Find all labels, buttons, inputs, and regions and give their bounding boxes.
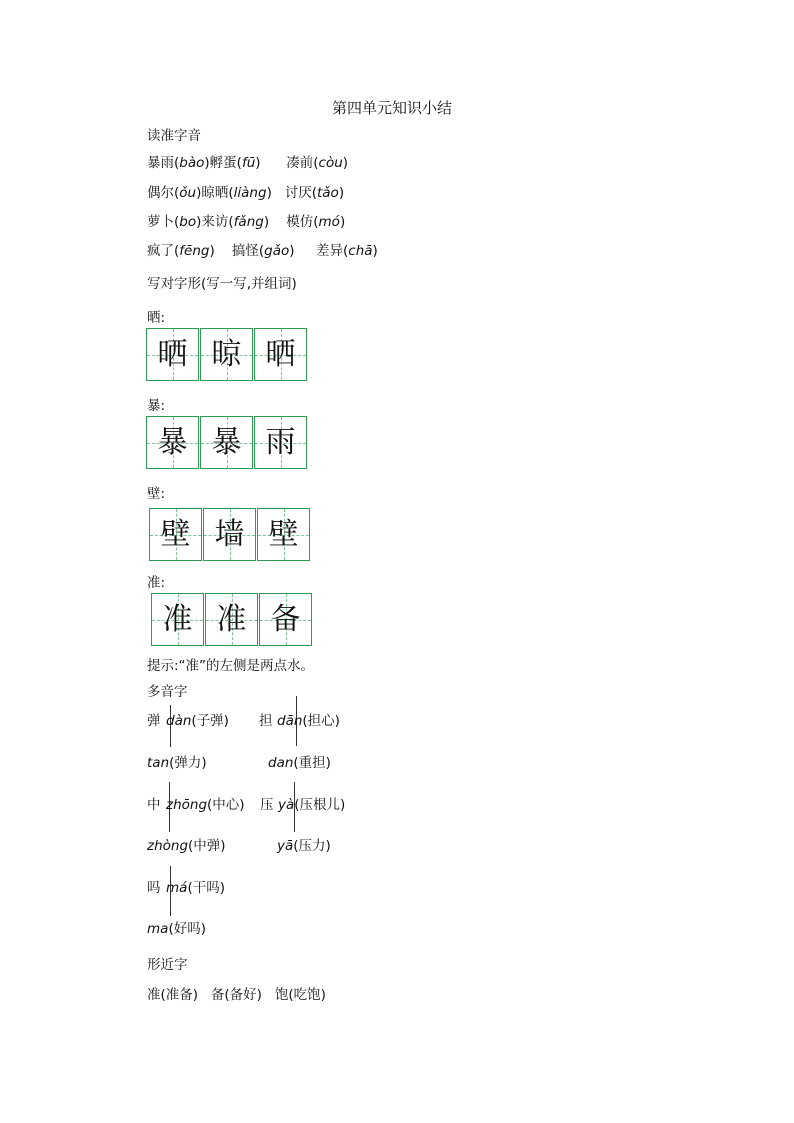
group-label: 暴: bbox=[147, 398, 166, 414]
word-text: ) bbox=[339, 214, 346, 230]
word: (担心) bbox=[302, 713, 340, 729]
word: (重担) bbox=[293, 755, 331, 771]
grid-cell bbox=[149, 508, 202, 561]
word: (压力) bbox=[293, 838, 331, 854]
section-heading-read: 读准字音 bbox=[147, 128, 201, 144]
reading-2 bbox=[147, 751, 207, 771]
reading-1 bbox=[278, 793, 345, 813]
pinyin: dàn bbox=[166, 713, 192, 729]
grid-char: 壁 bbox=[160, 516, 191, 552]
grid-cell bbox=[151, 593, 204, 646]
grid-char: 晾 bbox=[211, 336, 242, 372]
word: (子弹) bbox=[191, 713, 229, 729]
word-text: 暴雨( bbox=[147, 155, 180, 171]
word-text: ) 讨厌( bbox=[266, 185, 317, 201]
grid-char: 暴 bbox=[211, 424, 242, 460]
pinyin: ma bbox=[147, 921, 169, 937]
polyphonic-char: 压 bbox=[260, 797, 274, 813]
grid-char: 雨 bbox=[265, 424, 296, 460]
reading-1 bbox=[277, 709, 340, 729]
grid-char: 晒 bbox=[157, 336, 188, 372]
pinyin: zhōng bbox=[166, 797, 208, 813]
grid-cell bbox=[205, 593, 258, 646]
grid-cell bbox=[203, 508, 256, 561]
grid-char: 壁 bbox=[268, 516, 299, 552]
word: (干吗) bbox=[187, 880, 225, 896]
group-label: 晒: bbox=[147, 310, 166, 326]
grid-cell bbox=[146, 328, 199, 381]
page-title: 第四单元知识小结 bbox=[332, 99, 453, 117]
word-text: ) bbox=[338, 185, 345, 201]
pinyin: dān bbox=[277, 713, 303, 729]
reading-2 bbox=[147, 834, 226, 854]
pinyin: yā bbox=[277, 838, 294, 854]
pinyin: còu bbox=[318, 155, 343, 171]
word-text: ) bbox=[342, 155, 349, 171]
word-text: ) 搞怪( bbox=[209, 243, 265, 259]
polyphonic-char: 担 bbox=[259, 713, 273, 729]
group-label: 壁: bbox=[147, 486, 166, 502]
group-label: 准: bbox=[147, 575, 166, 591]
pinyin: bo bbox=[179, 214, 197, 230]
pinyin: zhòng bbox=[147, 838, 189, 854]
reading-2 bbox=[277, 834, 331, 854]
word: (好吗) bbox=[168, 921, 206, 937]
grid-char: 准 bbox=[162, 601, 193, 637]
char-grid bbox=[146, 416, 308, 469]
reading-line bbox=[147, 239, 378, 259]
reading-1 bbox=[166, 709, 229, 729]
polyphonic-char: 中 bbox=[147, 797, 161, 813]
grid-cell bbox=[254, 328, 307, 381]
word: (压根儿) bbox=[294, 797, 346, 813]
polyphonic-char: 弹 bbox=[147, 713, 161, 729]
pinyin: gǎo bbox=[264, 243, 290, 259]
pinyin: tan bbox=[147, 755, 170, 771]
reading-2 bbox=[147, 917, 206, 937]
grid-char: 准 bbox=[216, 601, 247, 637]
word: (弹力) bbox=[169, 755, 207, 771]
grid-char: 备 bbox=[270, 601, 301, 637]
polyphonic-char: 吗 bbox=[147, 880, 161, 896]
pinyin: tǎo bbox=[316, 185, 339, 201]
pinyin: fēng bbox=[179, 243, 210, 259]
word-text: )孵蛋( bbox=[204, 155, 242, 171]
grid-cell bbox=[200, 416, 253, 469]
word-text: ) bbox=[372, 243, 378, 259]
reading-1 bbox=[166, 876, 225, 896]
word: (中弹) bbox=[188, 838, 226, 854]
reading-2 bbox=[268, 751, 331, 771]
word-text: ) 模仿( bbox=[263, 214, 319, 230]
grid-cell bbox=[254, 416, 307, 469]
grid-cell bbox=[259, 593, 312, 646]
grid-cell bbox=[146, 416, 199, 469]
reading-1 bbox=[166, 793, 245, 813]
char-grid bbox=[149, 508, 311, 561]
reading-line bbox=[147, 181, 344, 201]
pinyin: liàng bbox=[233, 185, 267, 201]
word-text: ) 凑前( bbox=[255, 155, 319, 171]
grid-char: 墙 bbox=[214, 516, 245, 552]
word-text: 萝卜( bbox=[147, 214, 180, 230]
word-text: ) 差异( bbox=[289, 243, 349, 259]
grid-cell bbox=[257, 508, 310, 561]
word: (中心) bbox=[207, 797, 245, 813]
pinyin: yà bbox=[278, 797, 295, 813]
reading-line bbox=[147, 151, 348, 171]
section-heading-polyphonic: 多音字 bbox=[147, 684, 188, 700]
word-text: )来访( bbox=[196, 214, 234, 230]
pinyin: bào bbox=[179, 155, 205, 171]
word-text: )晾晒( bbox=[196, 185, 234, 201]
pinyin: fū bbox=[241, 155, 256, 171]
char-grid bbox=[151, 593, 313, 646]
section-heading-similar: 形近字 bbox=[147, 957, 188, 973]
pinyin: ǒu bbox=[179, 185, 197, 201]
pinyin: dan bbox=[268, 755, 294, 771]
word-text: 偶尔( bbox=[147, 185, 180, 201]
section-heading-write: 写对字形(写一写,并组词) bbox=[147, 276, 297, 292]
pinyin: mó bbox=[318, 214, 340, 230]
reading-line bbox=[147, 210, 345, 230]
word-text: 疯了( bbox=[147, 243, 180, 259]
pinyin: chā bbox=[348, 243, 373, 259]
char-grid bbox=[146, 328, 308, 381]
similar-chars-line: 准(准备) 备(备好) 饱(吃饱) bbox=[147, 987, 326, 1003]
grid-cell bbox=[200, 328, 253, 381]
pinyin: má bbox=[166, 880, 188, 896]
hint-text: 提示:“准”的左侧是两点水。 bbox=[147, 658, 315, 674]
pinyin: fǎng bbox=[233, 214, 264, 230]
grid-char: 暴 bbox=[157, 424, 188, 460]
grid-char: 晒 bbox=[265, 336, 296, 372]
